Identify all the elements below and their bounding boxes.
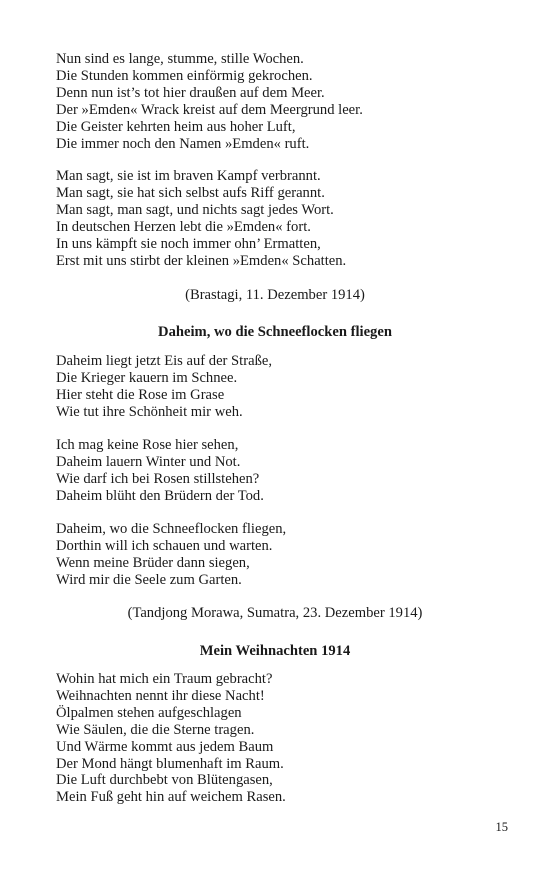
poem1-stanza-2 [56, 168, 346, 269]
verse-line: In uns kämpft sie noch immer ohn’ Ermatten, [56, 235, 321, 252]
poem2-stanza-2 [56, 437, 264, 505]
verse-line: Man sagt, man sagt, und nichts sagt jedes Wort. [56, 201, 334, 218]
verse-line: Mein Fuß geht hin auf weichem Rasen. [56, 789, 286, 806]
verse-line: Hier steht die Rose im Grase [56, 386, 225, 403]
verse-line: Wie darf ich bei Rosen stillstehen? [56, 470, 260, 487]
verse-line: Die Geister kehrten heim aus hoher Luft, [56, 118, 296, 135]
verse-line: In deutschen Herzen lebt die »Emden« fort. [56, 218, 311, 235]
verse-line: Die Stunden kommen einförmig gekrochen. [56, 67, 313, 84]
verse-line: Die Krieger kauern im Schnee. [56, 369, 238, 386]
verse-line: Daheim liegt jetzt Eis auf der Straße, [56, 353, 272, 369]
poem2-dateline: (Tandjong Morawa, Sumatra, 23. Dezember 1914) [127, 605, 423, 621]
verse-line: Denn nun ist’s tot hier draußen auf dem Meer. [56, 84, 325, 101]
verse-line: Wenn meine Brüder dann siegen, [56, 554, 250, 571]
verse-line: Wie tut ihre Schönheit mir weh. [56, 403, 243, 420]
verse-line: Wird mir die Seele zum Garten. [56, 571, 242, 588]
verse-line: Die immer noch den Namen »Emden« ruft. [56, 135, 310, 152]
verse-line: Erst mit uns stirbt der kleinen »Emden« Schatten. [56, 252, 347, 269]
verse-line: Ölpalmen stehen aufgeschlagen [56, 704, 242, 721]
verse-line: Weihnachten nennt ihr diese Nacht! [56, 687, 265, 704]
verse-line: Die Luft durchbebt von Blütengasen, [56, 772, 273, 789]
verse-line: Der Mond hängt blumenhaft im Raum. [56, 755, 284, 772]
verse-line: Und Wärme kommt aus jedem Baum [56, 738, 274, 755]
poem2-stanza-1 [56, 353, 272, 421]
poem3-stanza-1 [56, 671, 286, 806]
poem3-title: Mein Weihnachten 1914 [199, 643, 351, 659]
verse-line: Ich mag keine Rose hier sehen, [56, 437, 239, 453]
verse-line: Der »Emden« Wrack kreist auf dem Meergrund leer. [56, 101, 363, 118]
verse-line: Man sagt, sie hat sich selbst aufs Riff gerannt. [56, 184, 325, 201]
poem1-stanza-1 [56, 51, 363, 152]
page-number: 15 [495, 820, 508, 834]
verse-line: Man sagt, sie ist im braven Kampf verbrannt. [56, 168, 321, 184]
verse-line: Wohin hat mich ein Traum gebracht? [56, 671, 273, 687]
poem2-title: Daheim, wo die Schneeflocken fliegen [158, 324, 392, 340]
verse-line: Nun sind es lange, stumme, stille Wochen. [56, 51, 304, 67]
verse-line: Dorthin will ich schauen und warten. [56, 537, 273, 554]
verse-line: Daheim blüht den Brüdern der Tod. [56, 487, 264, 504]
verse-line: Wie Säulen, die die Sterne tragen. [56, 721, 255, 738]
poem1-dateline: (Brastagi, 11. Dezember 1914) [185, 287, 365, 303]
verse-line: Daheim, wo die Schneeflocken fliegen, [56, 521, 287, 537]
verse-line: Daheim lauern Winter und Not. [56, 453, 241, 470]
poem2-stanza-3 [56, 521, 286, 589]
